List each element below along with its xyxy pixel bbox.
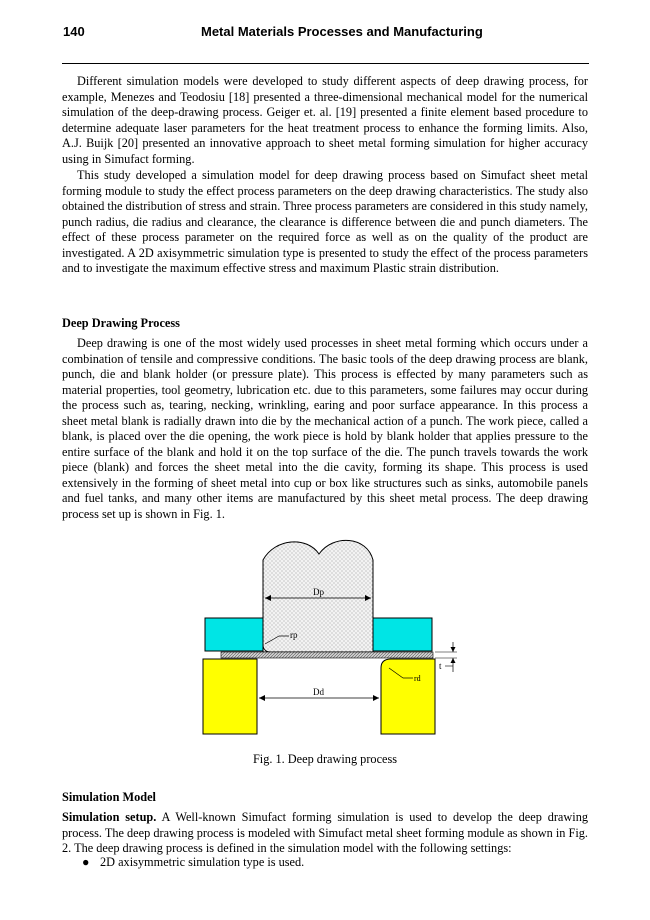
page-number: 140 [63, 24, 85, 39]
section-heading-deep-drawing: Deep Drawing Process [62, 316, 180, 330]
die-left [203, 659, 257, 734]
header-divider [62, 63, 589, 64]
running-title: Metal Materials Processes and Manufacturing [201, 24, 483, 39]
rp-label: rp [290, 630, 298, 640]
setup-text: A Well-known Simufact forming simulation is used to develop the deep drawing process. The deep drawing process is modeled with Simufact metal sheet forming module as shown in Fig. 2. The deep drawing process is defined in the simulation model with the following settings: [62, 810, 588, 855]
die-right [381, 659, 435, 734]
intro-paragraph-2: This study developed a simulation model for deep drawing process based on Simufact sheet metal forming module to study the effect process parameters on the deep drawing characteristics. The study also obtained the distribution of stress and strain. Three process parameters are considered in this study namely, punch radius, die radius and clearance, the clearance is difference between die and punch diameters. The effect of these process parameter on the required force as well as on the quality of the product are investigated. A 2D axisymmetric simulation type is presented to study the effect of the process parameters and to investigate the maximum effective stress and maximum Plastic strain distribution. [62, 168, 588, 275]
figure-caption: Fig. 1. Deep drawing process [252, 752, 398, 766]
blank-holder-right [373, 618, 432, 651]
bullet-text: 2D axisymmetric simulation type is used. [100, 855, 305, 869]
setup-lead: Simulation setup. [62, 810, 157, 824]
simulation-setup-paragraph [62, 810, 588, 857]
bullet-icon: ● [82, 855, 90, 869]
blank-sheet [221, 652, 433, 658]
deep-drawing-diagram [195, 532, 465, 742]
dp-label: Dp [313, 587, 324, 597]
section-heading-simulation: Simulation Model [62, 790, 156, 804]
figure-deep-drawing [195, 532, 465, 742]
blank-holder-left [205, 618, 263, 651]
rd-label: rd [414, 674, 421, 683]
intro-paragraph-1: Different simulation models were developed to study different aspects of deep drawing process, for example, Menezes and Teodosiu [18] presented a three-dimensional mechanical model for the numerical simulation of the deep-drawing process. Geiger et. al. [19] presented a finite element based procedure to determine adequate laser parameters for the heat treatment process to enhance the forming limits. Also, A.J. Buijk [20] presented an innovative approach to sheet metal forming simulation for higher accuracy using in Simufact forming. [62, 74, 588, 166]
thickness-label: t [439, 661, 442, 671]
deep-drawing-paragraph: Deep drawing is one of the most widely used processes in sheet metal forming which occurs under a combination of tensile and compressive conditions. The basic tools of the deep drawing process are blank, punch, die and blank holder (or pressure plate). This process is effected by many parameters such as material properties, tool geometry, lubrication etc. due to this parameters, some failures may occur during the process such as, tearing, necking, wrinkling, earing and poor surface appearance. In this process a sheet metal blank is radially drawn into die by the mechanical action of a punch. The work piece, called a blank, is placed over the die opening, the work piece is hold by blank holder that applies pressure to the entire surface of the blank and hold it on the top surface of the die. The punch travels towards the work piece (blank) and forces the sheet metal into the die cavity, forming its shape. This process is used extensively in the forming of sheet metal into cup or box like structures such as sinks, automobile panels and fuel tanks, and many other items are manufactured by this sheet metal process. The deep drawing process set up is shown in Fig. 1. [62, 336, 588, 521]
bullet-item [82, 855, 304, 870]
dd-label: Dd [313, 687, 324, 697]
